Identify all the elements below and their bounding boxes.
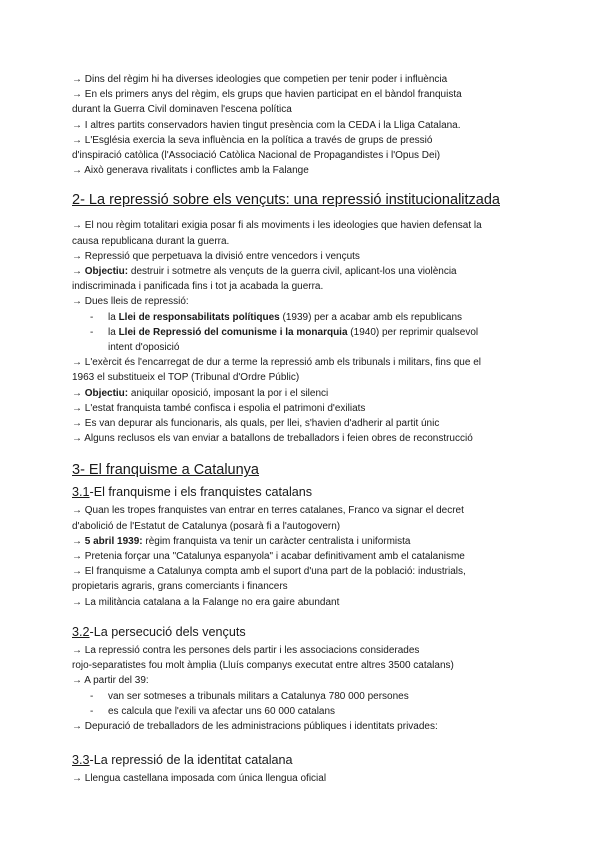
text-line: d'abolició de l'Estatut de Catalunya (posarà fi a l'autogovern) [72, 520, 341, 532]
text-line: → Dues lleis de repressió: [72, 296, 189, 308]
intro-block [72, 72, 538, 178]
text-line: → La militància catalana a la Falange no era gaire abundant [72, 596, 340, 608]
bullet-dash: - [90, 690, 94, 702]
objective-label: Objectiu: [84, 387, 129, 399]
arrow: → [72, 387, 82, 399]
bullet-item: - la Llei de responsabilitats polítiques (1939) per a acabar amb els republicans [72, 310, 538, 325]
text-line: 1963 el substitueix el TOP (Tribunal d'Ordre Públic) [72, 372, 300, 384]
text-line: → La repressió contra les persones dels partir i les associacions considerades [72, 644, 420, 656]
text-line: → I altres partits conservadors havien tingut presència com la CEDA i la Lliga Catalana. [72, 119, 461, 131]
section-2-heading: 2- La repressió sobre els vençuts: una repressió institucionalitzada [72, 192, 500, 209]
text-line: d'inspiració catòlica (l'Associació Catòlica Nacional de Propagandistes i l'Opus Dei) [72, 150, 441, 162]
text-line: → L'Església exercia la seva influència en la política a través de grups de pressió [72, 134, 433, 146]
bullet-item: - van ser sotmeses a tribunals militars a Catalunya 780 000 persones [72, 689, 538, 704]
text-line: → Alguns reclusos els van enviar a batallons de treballadors i feien obres de reconstrucció [72, 433, 473, 445]
text-line: → Quan les tropes franquistes van entrar en terres catalanes, Franco va signar el decret [72, 505, 464, 517]
text-line: → El nou règim totalitari exigia posar fi als moviments i les ideologies que havien defensat la [72, 220, 482, 232]
arrow: → [72, 266, 82, 278]
subsection-number: 3.3 [72, 753, 90, 768]
subsection-title: -La persecució dels vençuts [89, 624, 246, 639]
text-line: intent d'oposició [108, 342, 180, 354]
objective-label: Objectiu: [84, 266, 129, 278]
subsection-title: -El franquisme i els franquistes catalans [89, 485, 313, 500]
subsection-number: 3.1 [72, 485, 90, 500]
text-line: → Depuració de treballadors de les administracions públiques i identitats privades: [72, 720, 438, 732]
objective-text: aniquilar oposició, imposant la por i el silenci [128, 387, 329, 399]
bullet-dash: - [90, 311, 94, 323]
text-line: → Això generava rivalitats i conflictes amb la Falange [72, 165, 309, 177]
subsection-3-3-heading [72, 752, 538, 769]
text-line: durant la Guerra Civil dominaven l'escena política [72, 104, 292, 116]
text-line: → Llengua castellana imposada com única llengua oficial [72, 773, 327, 785]
bullet-item: - la Llei de Repressió del comunisme i la monarquia (1940) per reprimir qualsevol [72, 325, 538, 340]
bullet-dash: - [90, 326, 94, 338]
text-line: rojo-separatistes fou molt àmplia (Lluís companys executat entre altres 3500 catalans) [72, 660, 454, 672]
objective-line [72, 386, 538, 401]
text-line: → L'exèrcit és l'encarregat de dur a terme la repressió amb els tribunals i militars, fins que el [72, 357, 481, 369]
text-line: → Repressió que perpetuava la divisió entre vencedors i vençuts [72, 250, 360, 262]
subsection-3-2-heading [72, 624, 538, 641]
text-line: → Pretenia forçar una "Catalunya espanyola" i acabar definitivament amb el catalanisme [72, 551, 465, 563]
law-name: Llei de Repressió del comunisme i la monarquia [118, 326, 348, 338]
section-3-heading: 3- El franquisme a Catalunya [72, 462, 259, 479]
text-line: → Dins del règim hi ha diverses ideologies que competien per tenir poder i influència [72, 74, 448, 85]
objective-line [72, 264, 538, 279]
arrow: → [72, 535, 82, 547]
text-line: → A partir del 39: [72, 675, 149, 687]
section-2-body [72, 218, 538, 446]
text-line: → Es van depurar als funcionaris, als quals, per llei, s'havien d'adherir al partit únic [72, 418, 440, 430]
text-line: → El franquisme a Catalunya compta amb el suport d'una part de la població: industrials, [72, 566, 466, 578]
date-label: 5 abril 1939: [84, 535, 143, 547]
text-line: causa republicana durant la guerra. [72, 235, 230, 247]
subsection-3-3-body [72, 771, 538, 786]
subsection-number: 3.2 [72, 624, 90, 639]
text-line: → En els primers anys del règim, els grups que havien participat en el bàndol franquista [72, 89, 462, 101]
text-line: propietaris agraris, grans comerciants i financers [72, 581, 288, 593]
subsection-3-2-body [72, 643, 538, 734]
text-line: indiscriminada i panificada fins i tot ja acabada la guerra. [72, 281, 324, 293]
date-line: → 5 abril 1939: règim franquista va tenir un caràcter centralista i uniformista [72, 535, 411, 547]
subsection-3-1-heading [72, 484, 538, 501]
text-line: → L'estat franquista també confisca i espolia el patrimoni d'exiliats [72, 402, 366, 414]
objective-text: destruir i sotmetre als vençuts de la guerra civil, aplicant-los una violència [128, 266, 457, 278]
subsection-3-1-body [72, 503, 538, 609]
law-name: Llei de responsabilitats polítiques [118, 311, 280, 323]
subsection-title: -La repressió de la identitat catalana [89, 753, 293, 768]
bullet-dash: - [90, 705, 94, 717]
bullet-item: - es calcula que l'exili va afectar uns 60 000 catalans [72, 704, 538, 719]
